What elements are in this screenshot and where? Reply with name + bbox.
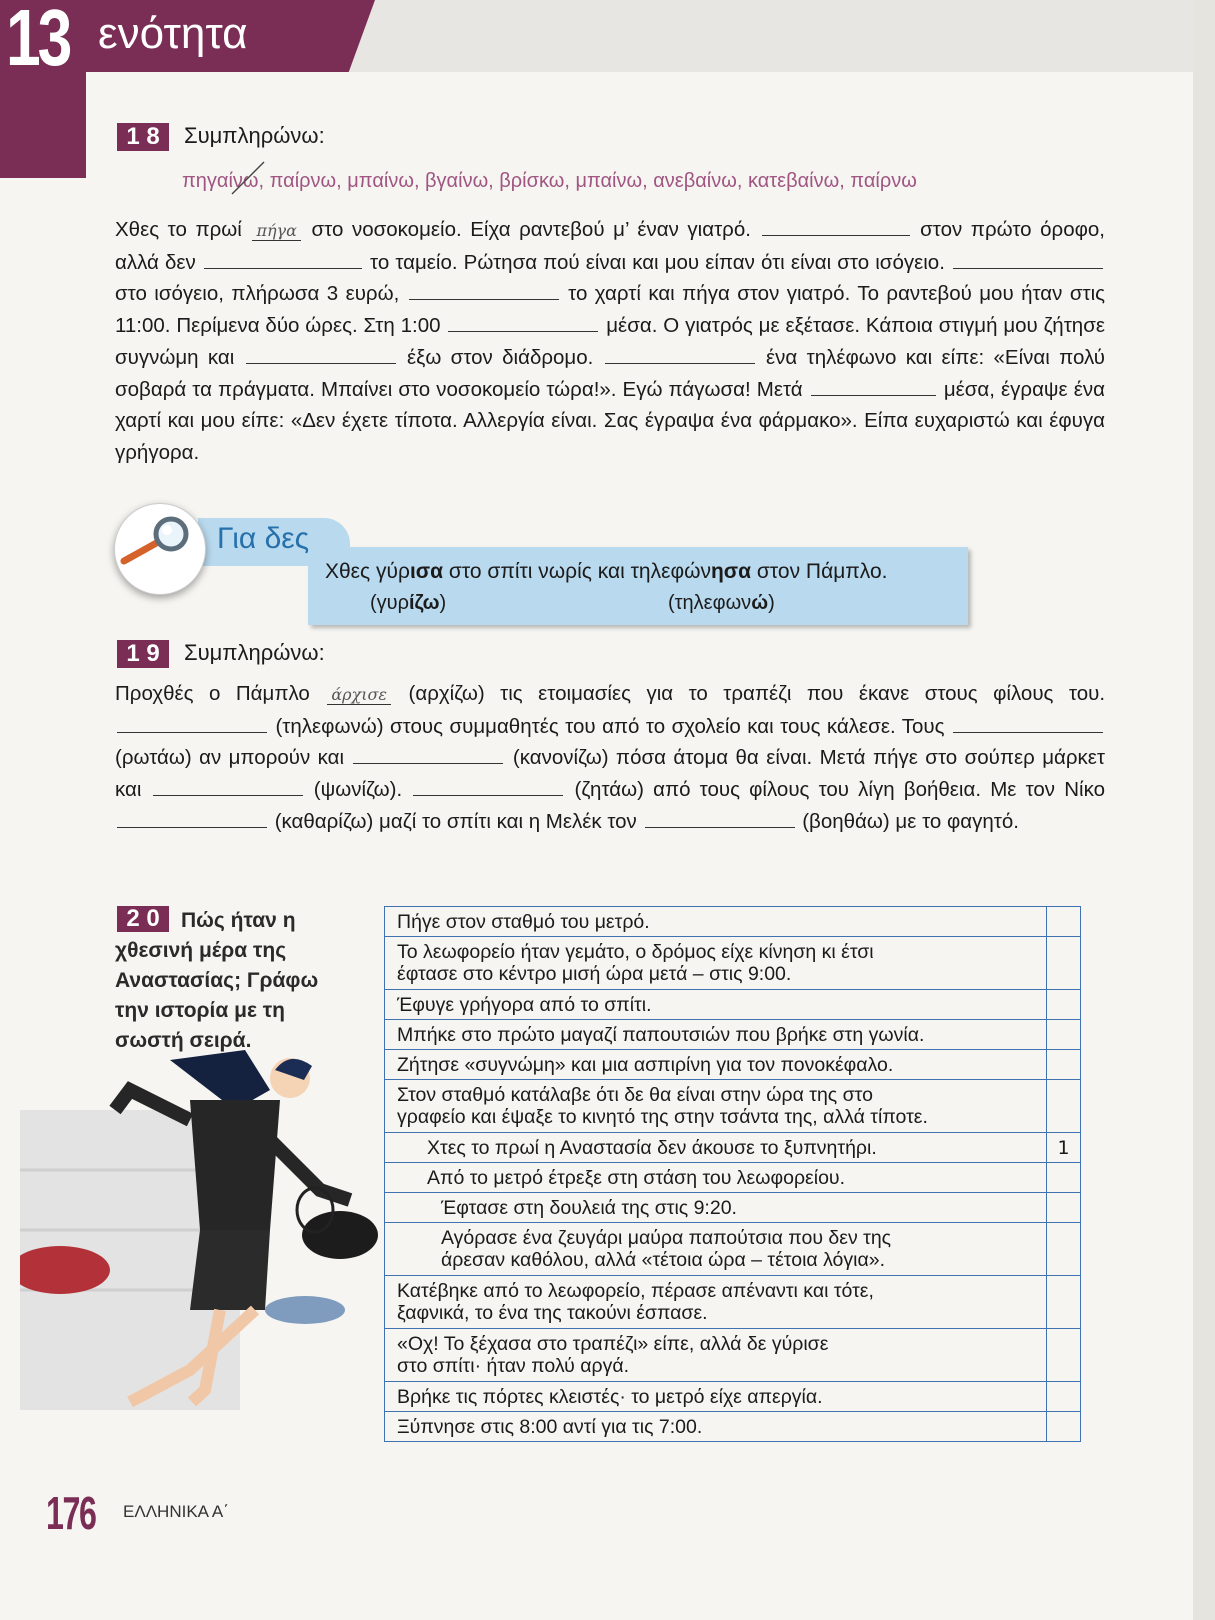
exercise-19-text: Προχθές ο Πάμπλο άρχισε (αρχίζω) τις ετοιμασίες για το τραπέζι που έκανε στους φίλους του. (τηλεφωνώ) στους συμμαθητές του από το σχολείο και τους κάλεσε. Τους (ρωτάω) αν μπορούν και (κανονίζω) πόσα άτομα θα είναι. Μετά πήγε στο σούπερ μάρκετ και (ψωνίζω). (ζητάω) από τους φίλους του λίγη βοήθεια. Με τον Νίκο (καθαρίζω) μαζί το σπίτι και η Μελέκ τον (βοηθάω) με το φαγητό. [115,682,1106,833]
table-row [385,1080,1081,1133]
order-number-cell[interactable] [1047,1223,1081,1276]
answer-blank[interactable] [811,377,936,396]
table-row [385,1133,1081,1163]
order-number-cell[interactable] [1047,1020,1081,1050]
answer-blank[interactable] [448,313,598,332]
story-sentence: «Οχ! Το ξέχασα στο τραπέζι» είπε, αλλά δε γύρισε στο σπίτι· ήταν πολύ αργά. [385,1329,1047,1382]
table-row [385,907,1081,937]
verb-infinitive-1: (γυρίζω) [370,592,447,614]
table-row [385,1223,1081,1276]
exercise-20-question: Πώς ήταν η χθεσινή μέρα της Αναστασίας; Γράφω την ιστορία με τη σωστή σειρά. [115,909,319,1052]
table-row [385,1050,1081,1080]
story-sentence: Έφυγε γρήγορα από το σπίτι. [385,990,1047,1020]
order-number-cell[interactable]: 1 [1047,1133,1081,1163]
order-number-cell[interactable] [1047,990,1081,1020]
handwritten-answer: πήγα [252,221,300,241]
exercise-18-badge: 1 8 [117,123,169,151]
story-sentence: Μπήκε στο πρώτο μαγαζί παπουτσιών που βρήκε στη γωνία. [385,1020,1047,1050]
strike-mark [228,160,268,196]
table-row [385,1276,1081,1329]
answer-blank[interactable] [117,809,267,828]
exercise-18-text: Χθες το πρωί πήγα στο νοσοκομείο. Είχα ραντεβού μ’ έναν γιατρό. στον πρώτο όροφο, αλλά δεν το ταμείο. Ρώτησα πού είναι και μου είπαν ότι είναι στο ισόγειο. στο ισόγειο, πλήρωσα 3 ευρώ, το χαρτί και πήγα στον γιατρό. Το ραντεβού μου ήταν στις 11:00. Περίμενα δύο ώρες. Στη 1:00 μέσα. Ο γιατρός με εξέτασε. Κάποια στιγμή μου ζήτησε συγνώμη και έξω στον διάδρομο. ένα τηλέφωνο και είπε: «Είναι πολύ σοβαρά τα πράγματα. Μπαίνει στο νοσοκομείο τώρα!». Εγώ πάγωσα! Μετά μέσα, έγραψε ένα χαρτί και μου είπε: «Δεν έχετε τίποτα. Αλλεργία είναι. Σας έγραψα ένα φάρμακο». Είπα ευχαριστώ και έφυγα γρήγορα. [115,218,1106,464]
handwritten-answer: άρχισε [327,685,391,705]
answer-blank[interactable] [117,714,267,733]
order-number-cell[interactable] [1047,1163,1081,1193]
story-sentence: Ξύπνησε στις 8:00 αντί για τις 7:00. [385,1412,1047,1442]
answer-blank[interactable] [605,345,755,364]
running-woman-illustration [20,1050,380,1440]
unit-number: 13 [6,0,70,82]
table-row [385,1412,1081,1442]
word-bank: πηγαίνω, παίρνω, μπαίνω, βγαίνω, βρίσκω, μπαίνω, ανεβαίνω, κατεβαίνω, παίρνω [182,170,917,192]
answer-blank[interactable] [246,345,396,364]
story-sentence: Στον σταθμό κατάλαβε ότι δε θα είναι στην ώρα της στο γραφείο και έψαξε το κινητό της στην τσάντα της, αλλά τίποτε. [385,1080,1047,1133]
answer-blank[interactable] [953,250,1103,269]
info-box-title: Για δες [217,522,310,555]
order-number-cell[interactable] [1047,1080,1081,1133]
answer-blank[interactable] [645,809,795,828]
story-order-table [384,906,1081,1442]
story-sentence: Έφτασε στη δουλειά της στις 9:20. [385,1193,1047,1223]
order-number-cell[interactable] [1047,1382,1081,1412]
story-sentence: Χτες το πρωί η Αναστασία δεν άκουσε το ξυπνητήρι. [385,1133,1047,1163]
order-number-cell[interactable] [1047,1412,1081,1442]
answer-blank[interactable] [353,745,503,764]
page-edge [1193,0,1215,1620]
unit-title: ενότητα [98,9,248,58]
answer-blank[interactable] [413,777,563,796]
story-sentence: Αγόρασε ένα ζευγάρι μαύρα παπούτσια που δεν της άρεσαν καθόλου, αλλά «τέτοια ώρα – τέτοια λόγια». [385,1223,1047,1276]
magnifier-icon [116,505,202,591]
exercise-19-instruction: Συμπληρώνω: [184,640,325,665]
order-number-cell[interactable] [1047,907,1081,937]
story-sentence: Ζήτησε «συγνώμη» και μια ασπιρίνη για τον πονοκέφαλο. [385,1050,1047,1080]
order-number-cell[interactable] [1047,1276,1081,1329]
exercise-20-badge: 2 0 [117,906,169,932]
table-row [385,1329,1081,1382]
story-sentence: Από το μετρό έτρεξε στη στάση του λεωφορείου. [385,1163,1047,1193]
table-row [385,937,1081,990]
table-row [385,1193,1081,1223]
answer-blank[interactable] [953,714,1103,733]
exercise-19-badge: 1 9 [117,640,169,668]
exercise-18-instruction: Συμπληρώνω: [184,123,325,148]
answer-blank[interactable] [204,250,362,269]
story-sentence: Το λεωφορείο ήταν γεμάτο, ο δρόμος είχε κίνηση κι έτσι έφτασε στο κέντρο μισή ώρα μετά – στις 9:00. [385,937,1047,990]
table-row [385,1382,1081,1412]
story-sentence: Πήγε στον σταθμό του μετρό. [385,907,1047,937]
table-row [385,1020,1081,1050]
page-number: 176 [46,1487,96,1539]
verb-infinitive-2: (τηλεφωνώ) [668,592,775,614]
order-number-cell[interactable] [1047,1329,1081,1382]
example-sentence: Χθες γύρισα στο σπίτι νωρίς και τηλεφώνησα στον Πάμπλο. [325,560,888,583]
story-sentence: Βρήκε τις πόρτες κλειστές· το μετρό είχε απεργία. [385,1382,1047,1412]
book-title: ΕΛΛΗΝΙΚΑ Α΄ [123,1502,229,1521]
order-number-cell[interactable] [1047,937,1081,990]
order-number-cell[interactable] [1047,1193,1081,1223]
table-row [385,1163,1081,1193]
answer-blank[interactable] [409,281,559,300]
table-row [385,990,1081,1020]
answer-blank[interactable] [153,777,303,796]
story-sentence: Κατέβηκε από το λεωφορείο, πέρασε απέναντι και τότε, ξαφνικά, το ένα της τακούνι έσπασε. [385,1276,1047,1329]
order-number-cell[interactable] [1047,1050,1081,1080]
answer-blank[interactable] [762,217,910,236]
